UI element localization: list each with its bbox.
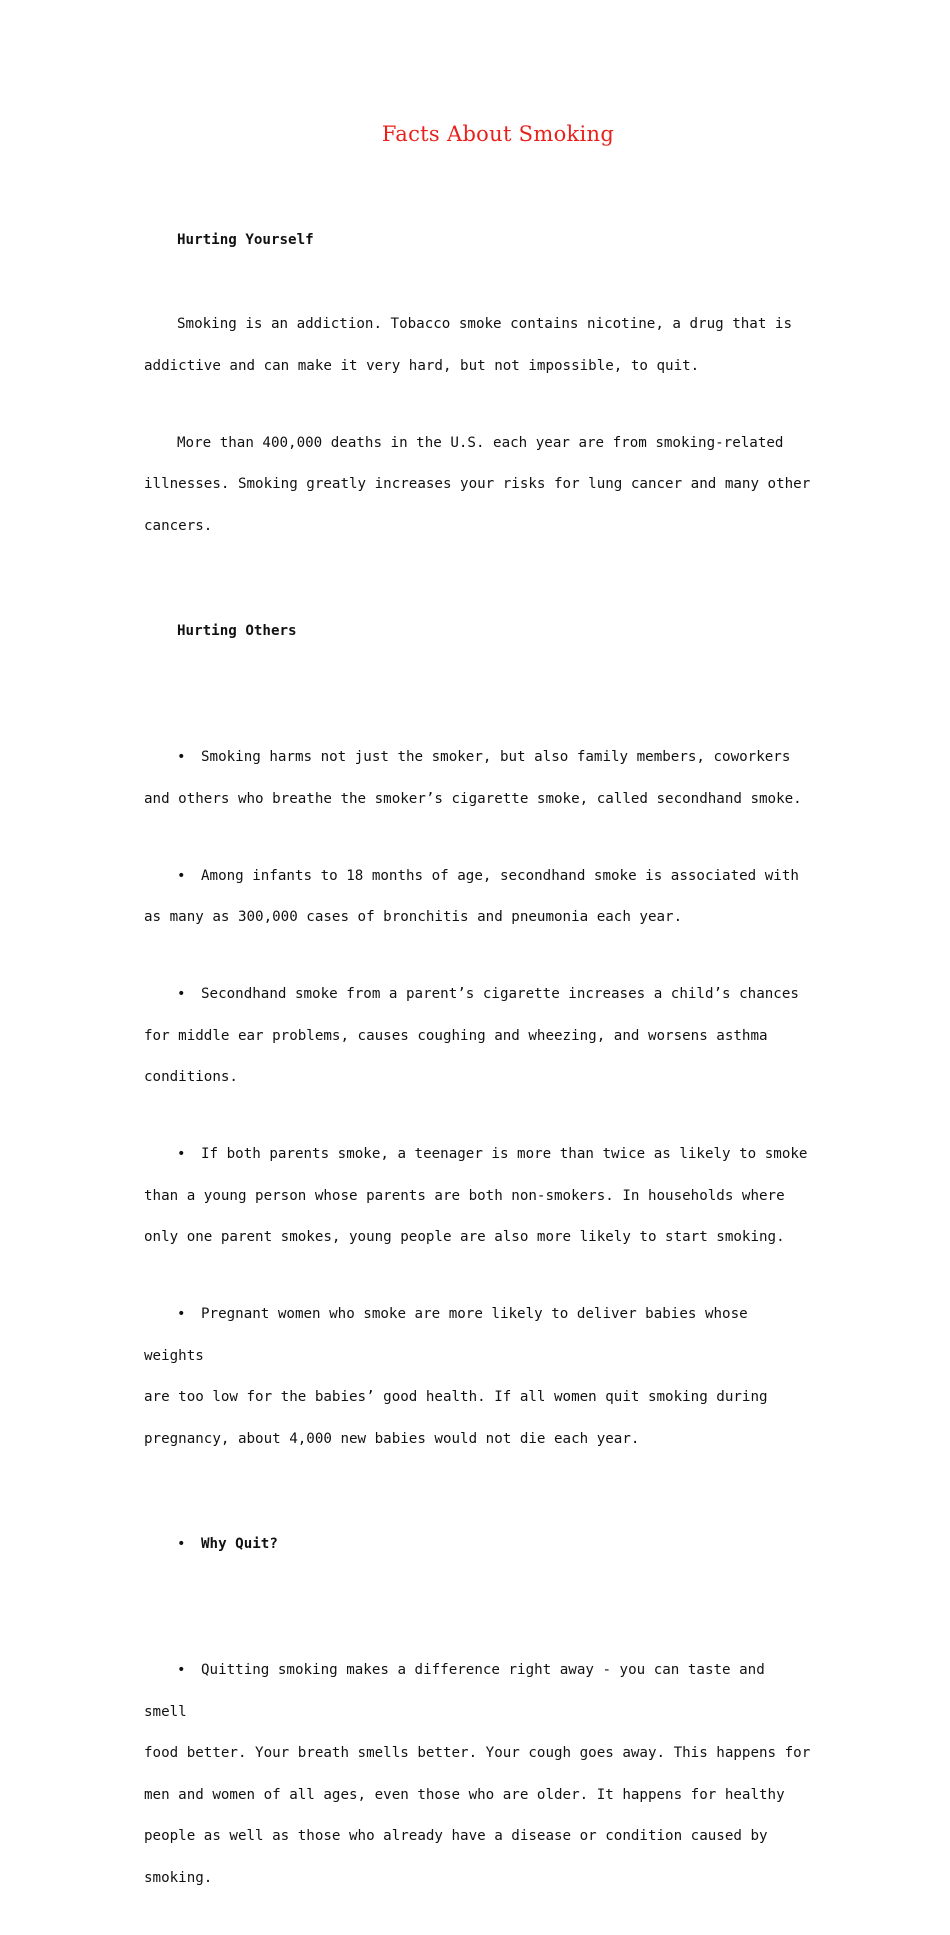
- list-item: [144, 1134, 814, 1259]
- paragraph-deaths: More than 400,000 deaths in the U.S. each year are from smoking-related illnesses. Smoking greatly increases your risks for lung cancer and many other cancers.: [144, 434, 811, 534]
- list-item: [144, 974, 814, 1099]
- list-item-text: Quitting smoking makes a difference right away - you can taste and smell food better. Your breath smells better. Your cough goes away. This happens for men and women of all ages, even those who are older. It happens for healthy people as well as those who already have a disease or condition caused by smoking.: [144, 1662, 811, 1886]
- list-item-text: Among infants to 18 months of age, secondhand smoke is associated with as many as 300,000 cases of bronchitis and pneumonia each year.: [144, 867, 799, 925]
- bullet-icon: •: [177, 749, 186, 765]
- list-item: [144, 856, 814, 939]
- bullet-icon: •: [177, 867, 186, 884]
- list-item: [144, 737, 814, 820]
- bullet-icon: •: [177, 1536, 186, 1552]
- section-heading-hurting-yourself: Hurting Yourself: [177, 231, 314, 248]
- page-title: Facts About Smoking: [381, 122, 615, 146]
- section-heading-text: Why Quit?: [201, 1536, 278, 1552]
- document-body: [144, 185, 814, 1935]
- section-heading-why-quit: [144, 1531, 814, 1557]
- bullet-icon: •: [177, 1306, 186, 1322]
- section-heading-hurting-others: Hurting Others: [177, 623, 297, 639]
- list-item-text: Secondhand smoke from a parent’s cigarette increases a child’s chances for middle ear problems, causes coughing and wheezing, and worsens asthma conditions.: [144, 986, 799, 1085]
- list-item: [144, 1650, 814, 1899]
- list-item-text: If both parents smoke, a teenager is more than twice as likely to smoke than a young person whose parents are both non-smokers. In households where only one parent smokes, young people are also more likely to start smoking.: [144, 1146, 808, 1245]
- list-item-text: Smoking harms not just the smoker, but also family members, coworkers and others who breathe the smoker’s cigarette smoke, called secondhand smoke.: [144, 749, 802, 807]
- bullet-icon: •: [177, 986, 186, 1002]
- bullet-icon: •: [177, 1146, 186, 1162]
- list-item: [144, 1294, 814, 1460]
- paragraph-addiction: Smoking is an addiction. Tobacco smoke contains nicotine, a drug that is addictive and can make it very hard, but not impossible, to quit.: [144, 316, 792, 374]
- list-item-text: Pregnant women who smoke are more likely to deliver babies whose weights are too low for the babies’ good health. If all women quit smoking during pregnancy, about 4,000 new babies would not die each year.: [144, 1306, 768, 1447]
- bullet-icon: •: [177, 1662, 186, 1678]
